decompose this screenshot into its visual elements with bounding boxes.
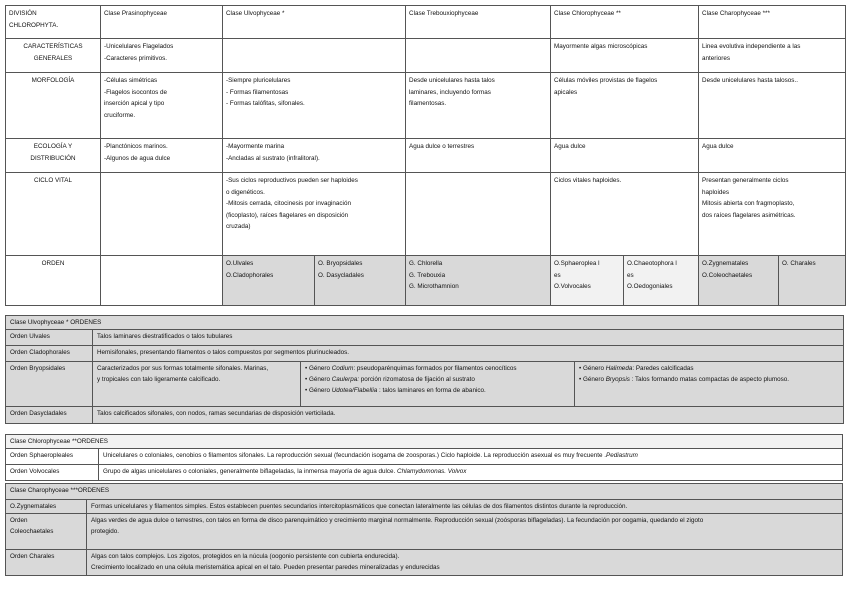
cell-line: o digenéticos. <box>226 188 265 196</box>
cell <box>101 39 223 73</box>
cell <box>406 139 551 173</box>
genera-list <box>575 362 844 407</box>
label-line: MORFOLOGÍA <box>31 77 75 84</box>
table-row <box>6 346 844 362</box>
cell <box>699 139 846 173</box>
table-row <box>6 407 844 424</box>
cell-line: cruzada) <box>226 223 251 230</box>
cell-line: - Formas talófitas, sifonales. <box>226 100 305 107</box>
charo-orden-a <box>699 256 779 306</box>
cell <box>551 173 699 256</box>
genus-text: • Género <box>305 387 332 394</box>
orden-name: Orden Bryopsidales <box>6 362 93 407</box>
orden-item: O. Dasycladales <box>318 271 364 279</box>
division-cell <box>6 6 101 39</box>
cell <box>101 73 223 139</box>
cell-line: Agua dulce <box>702 143 734 150</box>
cell <box>101 139 223 173</box>
division-name: CHLOROPHYTA. <box>9 21 59 29</box>
orden-item: O.Coleochaetales <box>702 271 753 279</box>
class-header: Clase Ulvophyceae * <box>223 6 406 39</box>
cell-line: dos raíces flagelares asimétricas. <box>702 211 796 219</box>
row-label <box>6 173 101 256</box>
orden-desc <box>87 550 843 576</box>
orden-desc: Talos laminares diestratificados o talos tubulares <box>93 330 844 346</box>
cell-line: Células móviles provistas de flagelos <box>554 77 658 84</box>
table-row <box>6 514 843 550</box>
cell-line: Desde unicelulares hasta talosos.. <box>702 77 798 84</box>
class-header: Clase Prasinophyceae <box>101 6 223 39</box>
orden-item: G. Microthamnion <box>409 283 459 290</box>
cell-line: anteriores <box>702 54 731 62</box>
cell-line: Linea evolutiva independiente a las <box>702 43 801 50</box>
class-header: Clase Charophyceae *** <box>699 6 846 39</box>
cell-line: Desde unicelulares hasta talos <box>409 77 495 84</box>
cell-line: -Células simétricas <box>104 77 158 84</box>
orden-item: O.Volvocales <box>554 283 591 290</box>
table-row <box>6 39 846 73</box>
label-line: GENERALES <box>33 54 73 62</box>
cell <box>223 139 406 173</box>
orden-name: O.Zygnematales <box>6 500 87 514</box>
cell-line: Mitosis abierta con fragmoplasto, <box>702 200 795 207</box>
genus-text: • Género <box>579 376 606 383</box>
header-row <box>6 6 846 39</box>
orden-item: O. Charales <box>782 260 816 267</box>
genus-text: • Género <box>579 365 606 372</box>
chloro-orden-a <box>551 256 624 306</box>
table-row <box>6 173 846 256</box>
name-line: Orden <box>10 517 28 524</box>
name-line: Coleochaetales <box>10 528 54 535</box>
table-row <box>6 330 844 346</box>
charo-orden-b <box>779 256 846 306</box>
orden-name: Orden Dasycladales <box>6 407 93 424</box>
orden-desc <box>99 449 843 465</box>
chloro-orden-b <box>624 256 699 306</box>
desc-line: protegido. <box>91 528 120 535</box>
genus-item <box>579 374 839 385</box>
cell <box>551 139 699 173</box>
cell <box>551 73 699 139</box>
cell <box>223 73 406 139</box>
table-title: Clase Chlorophyceae **ORDENES <box>6 435 843 449</box>
label-line: ECOLOGÍA Y <box>33 143 73 150</box>
genus-name: Chlamydomonas. Volvox <box>397 468 467 475</box>
cell <box>101 173 223 256</box>
desc-line: Algas con talos complejos. Los zigotos, protegidos en la núcula (oogonio persistente con cubierta endurecida). <box>91 553 400 560</box>
cell <box>406 173 551 256</box>
row-label <box>6 139 101 173</box>
genus-text: • Género <box>305 365 332 372</box>
table-row <box>6 73 846 139</box>
label-line: CARACTERÍSTICAS <box>23 43 83 50</box>
genus-name: Caulerpa: <box>331 376 360 383</box>
cell <box>406 73 551 139</box>
label-line: DISTRIBUCIÓN <box>30 154 76 162</box>
orden-desc <box>93 362 301 407</box>
cell-line: (ficoplasto), raíces flagelares en disposición <box>226 211 349 219</box>
class-header: Clase Chlorophyceae ** <box>551 6 699 39</box>
cell-line: -Planctónicos marinos. <box>104 143 168 150</box>
cell-line: filamentosas. <box>409 100 447 107</box>
table-row <box>6 465 843 481</box>
desc-line: y tropicales con talo ligeramente calcificado. <box>97 376 221 383</box>
desc-line: Caracterizados por sus formas totalmente sifonales. Marinas, <box>97 365 269 372</box>
cell-line: inserción apical y tipo <box>104 100 165 107</box>
table-row <box>6 550 843 576</box>
orden-name: Orden Volvocales <box>6 465 99 481</box>
desc-text: Grupo de algas unicelulares o coloniales, generalmente biflageladas, la inmensa mayoría de agua dulce. <box>103 468 398 475</box>
cell-line: Presentan generalmente ciclos <box>702 177 789 184</box>
ulvo-orden-b <box>315 256 406 306</box>
orden-desc: Hemisifonales, presentando filamentos o talos compuestos por segmentos plurinucleados. <box>93 346 844 362</box>
chlorophyta-comparison-table <box>5 5 846 306</box>
genus-text: : talos laminares en forma de abanico. <box>377 387 486 394</box>
division-label: DIVISIÓN <box>9 10 37 17</box>
cell <box>223 39 406 73</box>
cell <box>223 173 406 256</box>
ulvo-orden-a <box>223 256 315 306</box>
cell <box>699 173 846 256</box>
genus-item <box>305 374 570 385</box>
cell-line: apicales <box>554 88 578 96</box>
cell-line: -Unicelulares Flagelados <box>104 43 174 50</box>
chlorophyceae-ordenes-table <box>5 434 843 481</box>
orden-item: G. Trebouxia <box>409 271 446 279</box>
orden-desc: Formas unicelulares y filamentos simples. Estos establecen puentes secundarios intercitoplasmáticos que conectan lateralmente las células de dos filamentos distintos durante la reproducción. <box>87 500 843 514</box>
cell-line: laminares, incluyendo formas <box>409 88 491 96</box>
class-header: Clase Trebouxiophyceae <box>406 6 551 39</box>
table-row <box>6 362 844 407</box>
cell-line: -Algunos de agua dulce <box>104 154 171 162</box>
row-label <box>6 73 101 139</box>
cell-line: Agua dulce o terrestres <box>409 143 475 150</box>
orden-desc <box>99 465 843 481</box>
desc-line: Algas verdes de agua dulce o terrestres, con talos en forma de disco parenquimático y crecimiento marginal normalmente. Reproducción sexual (zoósporas biflageladas). La fecundación por oogamia, quedando el zigoto <box>91 517 704 524</box>
orden-item: es <box>627 271 634 279</box>
genus-name: Codium <box>331 365 354 372</box>
cell-line: -Sus ciclos reproductivos pueden ser haploides <box>226 177 358 184</box>
genus-name: Halimeda <box>605 365 633 372</box>
desc-text: Unicelulares o coloniales, cenobios o filamentos sifonales. La reproducción sexual (fecundación isogama de zoosporas.) Ciclo haploide. La reproducción asexual es muy frecuente . <box>103 452 606 459</box>
ulvophyceae-ordenes-table <box>5 315 844 424</box>
genus-text: : Talos formando matas compactas de aspecto plumoso. <box>629 376 790 383</box>
orden-item: O.Cladophorales <box>226 271 274 279</box>
orden-item: O.Zygnematales <box>702 260 749 267</box>
cell-line: -Mitosis cerrada, citocinesis por invaginación <box>226 200 351 207</box>
cell <box>699 39 846 73</box>
genus-name: Udotea/Flabellia <box>331 387 378 394</box>
orden-item: O.Sphaeroplea l <box>554 260 600 267</box>
cell-line: Agua dulce <box>554 143 586 150</box>
charophyceae-ordenes-table <box>5 483 843 576</box>
cell-line: -Mayormente marina <box>226 143 285 150</box>
orden-item: O.Chaeotophora l <box>627 260 677 267</box>
cell-line: -Ancladas al sustrato (infralitoral). <box>226 154 320 162</box>
orden-item: es <box>554 271 561 279</box>
genus-text: porción rizomatosa de fijación al sustrato <box>359 376 475 383</box>
orden-name: Orden Cladophorales <box>6 346 93 362</box>
genus-item <box>579 363 839 374</box>
table-row <box>6 500 843 514</box>
trebo-orden <box>406 256 551 306</box>
orden-desc <box>87 514 843 550</box>
cell-line: -Flagelos isocontos de <box>104 88 168 96</box>
row-label: ORDEN <box>6 256 101 306</box>
cell-line: Mayormente algas microscópicas <box>554 43 648 50</box>
table-title: Clase Ulvophyceae * ORDENES <box>6 316 844 330</box>
cell-line: haploides <box>702 188 729 196</box>
orden-item: O.Oedogoniales <box>627 283 673 290</box>
cell <box>551 39 699 73</box>
cell-line: cruciforme. <box>104 111 136 119</box>
cell-line: Ciclos vitales haploides. <box>554 177 622 184</box>
orden-row <box>6 256 846 306</box>
genus-item <box>305 363 570 374</box>
orden-name: Orden Charales <box>6 550 87 576</box>
genus-item <box>305 385 570 396</box>
cell <box>406 39 551 73</box>
orden-name <box>6 514 87 550</box>
orden-item: G. Chlorella <box>409 260 443 267</box>
orden-name: Orden Sphaeropleales <box>6 449 99 465</box>
cell <box>699 73 846 139</box>
genus-text: : Paredes calcificadas <box>632 365 694 372</box>
table-row <box>6 449 843 465</box>
orden-desc: Talos calcificados sifonales, con nodos, ramas secundarias de disposición verticilada. <box>93 407 844 424</box>
table-title: Clase Charophyceae ***ORDENES <box>6 484 843 500</box>
genus-text: : pseudoparénquimas formados por filamentos cenocíticos <box>353 365 517 372</box>
orden-name: Orden Ulvales <box>6 330 93 346</box>
genera-list <box>301 362 575 407</box>
empty-cell <box>101 256 223 306</box>
table-row <box>6 139 846 173</box>
orden-item: O.Ulvales <box>226 260 254 267</box>
desc-line: Crecimiento localizado en una célula meristemática apical en el talo. Pueden presentar paredes mineralizadas y endurecidas <box>91 564 440 571</box>
cell-line: - Formas filamentosas <box>226 88 289 96</box>
genus-text: • Género <box>305 376 332 383</box>
cell-line: -Caracteres primitivos. <box>104 54 167 62</box>
cell-line: -Siempre pluricelulares <box>226 77 291 84</box>
orden-item: O. Bryopsidales <box>318 260 363 267</box>
genus-name: Pediastrum <box>606 452 638 459</box>
genus-name: Bryopsis <box>605 376 630 383</box>
label-line: CICLO VITAL <box>33 177 73 184</box>
row-label <box>6 39 101 73</box>
